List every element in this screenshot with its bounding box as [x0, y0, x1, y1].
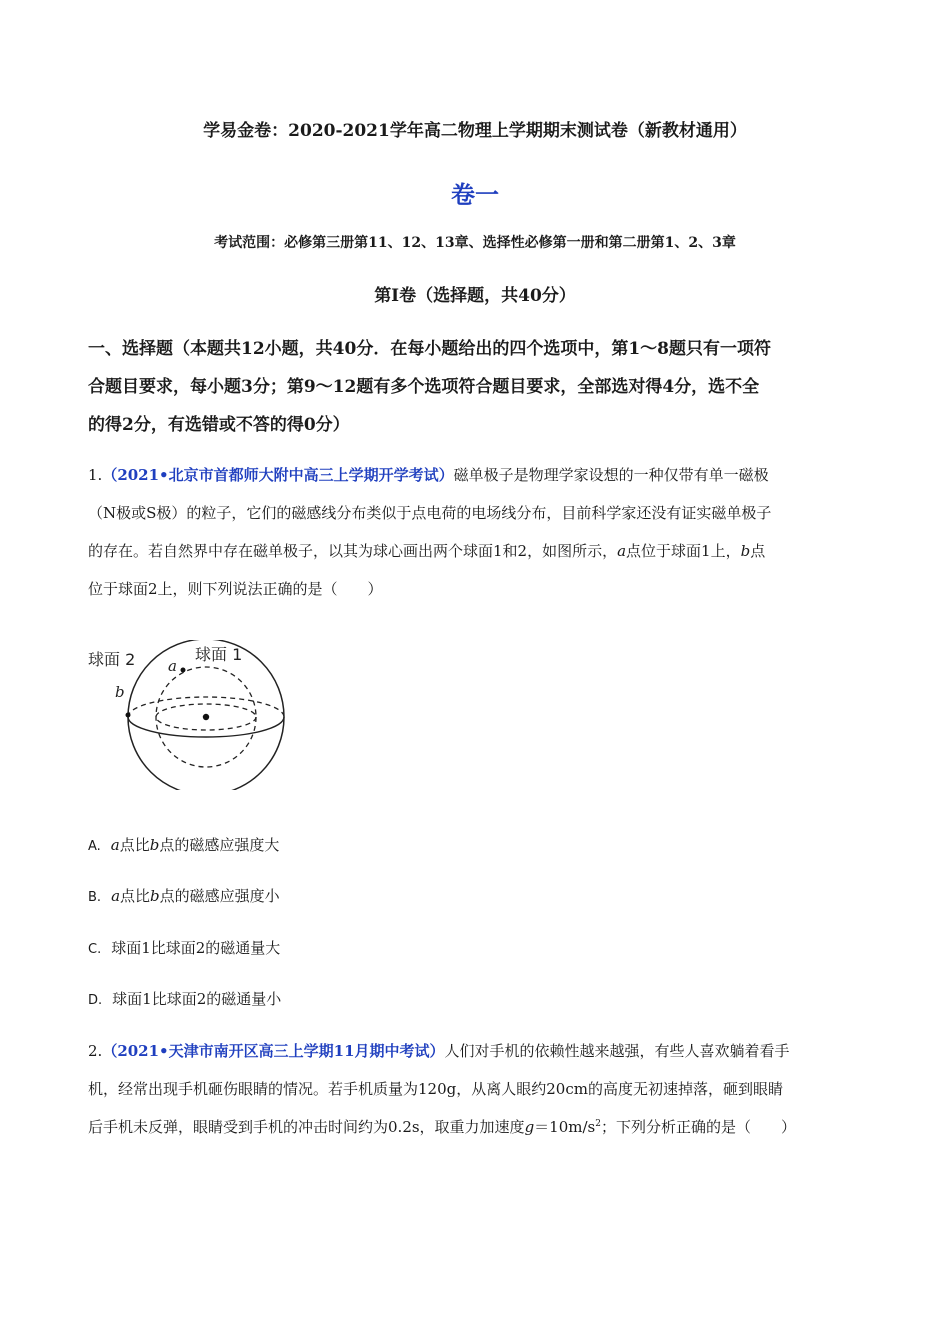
q1-source: （2021•北京市首都师大附中高三上学期开学考试） — [102, 466, 454, 484]
option-text-post: 点的磁感应强度小 — [159, 887, 280, 905]
part-heading: 第Ⅰ卷（选择题，共40分） — [374, 286, 576, 306]
q1-text-1: 磁单极子是物理学家设想的一种仅带有单一磁极 — [453, 466, 769, 484]
q1-var-b: b — [740, 542, 751, 560]
option-text-post: 点的磁感应强度大 — [159, 836, 280, 854]
section-instructions-line-3: 的得2分，有选错或不答的得0分） — [88, 415, 350, 435]
q1-option-a[interactable] — [88, 834, 279, 855]
q2-text-1: 人们对手机的依赖性越来越强，有些人喜欢躺着看手 — [444, 1042, 790, 1060]
q1-line-3 — [88, 540, 765, 561]
q1-text-3c: 点 — [750, 542, 766, 560]
q1-text-3a: 的存在。若自然界中存在磁单极子，以其为球心画出两个球面1和2，如图所示， — [88, 542, 618, 560]
exam-scope: 考试范围：必修第三册第11、12、13章、选择性必修第一册和第二册第1、2、3章 — [214, 235, 736, 251]
sphere-2-label: 球面 2 — [88, 650, 136, 669]
q1-option-b[interactable] — [88, 885, 280, 906]
q1-option-c[interactable] — [88, 937, 280, 958]
volume-heading: 卷一 — [451, 180, 499, 209]
option-var-2: b — [149, 836, 160, 854]
option-text: 球面1比球面2的磁通量小 — [112, 990, 282, 1008]
option-label: B. — [88, 890, 102, 905]
q2-line-1 — [88, 1040, 790, 1061]
q2-superscript: 2 — [595, 1119, 601, 1129]
q2-text-3b: ＝10m/s — [534, 1118, 596, 1136]
point-a-dot — [181, 668, 186, 673]
option-var-2: b — [150, 887, 160, 905]
q2-source: （2021•天津市南开区高三上学期11月期中考试） — [102, 1042, 445, 1060]
section-instructions-line-1: 一、选择题（本题共12小题，共40分．在每小题给出的四个选项中，第1～8题只有一项符 — [88, 339, 771, 359]
point-b-label: b — [115, 683, 125, 701]
page-title: 学易金卷：2020-2021学年高二物理上学期期末测试卷（新教材通用） — [203, 121, 747, 141]
q2-line-3 — [88, 1116, 796, 1137]
option-text: 球面1比球面2的磁通量大 — [111, 939, 281, 957]
monopole-center-dot — [203, 714, 209, 720]
q2-text-3a: 后手机未反弹，眼睛受到手机的冲击时间约为0.2s，取重力加速度 — [88, 1118, 525, 1136]
q1-var-a: a — [617, 542, 627, 560]
option-var-1: a — [110, 836, 120, 854]
option-label: A. — [88, 839, 101, 854]
q1-text-3b: 点位于球面1上， — [626, 542, 741, 560]
q2-number: 2. — [88, 1042, 103, 1060]
q1-option-d[interactable] — [88, 988, 281, 1009]
sphere-1-label: 球面 1 — [195, 645, 243, 664]
option-label: D. — [88, 993, 103, 1008]
point-b-dot — [126, 713, 131, 718]
q1-line-1 — [88, 464, 769, 485]
q2-var-g: g — [524, 1118, 535, 1136]
q2-text-3c: ；下列分析正确的是（ ） — [600, 1118, 796, 1136]
q1-number: 1. — [88, 466, 103, 484]
q1-line-2: （N极或S极）的粒子，它们的磁感线分布类似于点电荷的电场线分布，目前科学家还没有证实磁单极子 — [88, 504, 772, 522]
option-text-mid: 点比 — [119, 836, 150, 854]
option-label: C. — [88, 942, 102, 957]
point-a-label: a — [168, 657, 177, 675]
sphere-diagram — [86, 640, 296, 790]
q1-line-4: 位于球面2上，则下列说法正确的是（ ） — [88, 580, 383, 598]
section-instructions-line-2: 合题目要求，每小题3分；第9～12题有多个选项符合题目要求，全部选对得4分，选不全 — [88, 377, 760, 397]
option-text-mid: 点比 — [120, 887, 151, 905]
option-var-1: a — [111, 887, 121, 905]
q2-line-2: 机，经常出现手机砸伤眼睛的情况。若手机质量为120g，从离人眼约20cm的高度无初速掉落，砸到眼睛 — [88, 1080, 783, 1098]
